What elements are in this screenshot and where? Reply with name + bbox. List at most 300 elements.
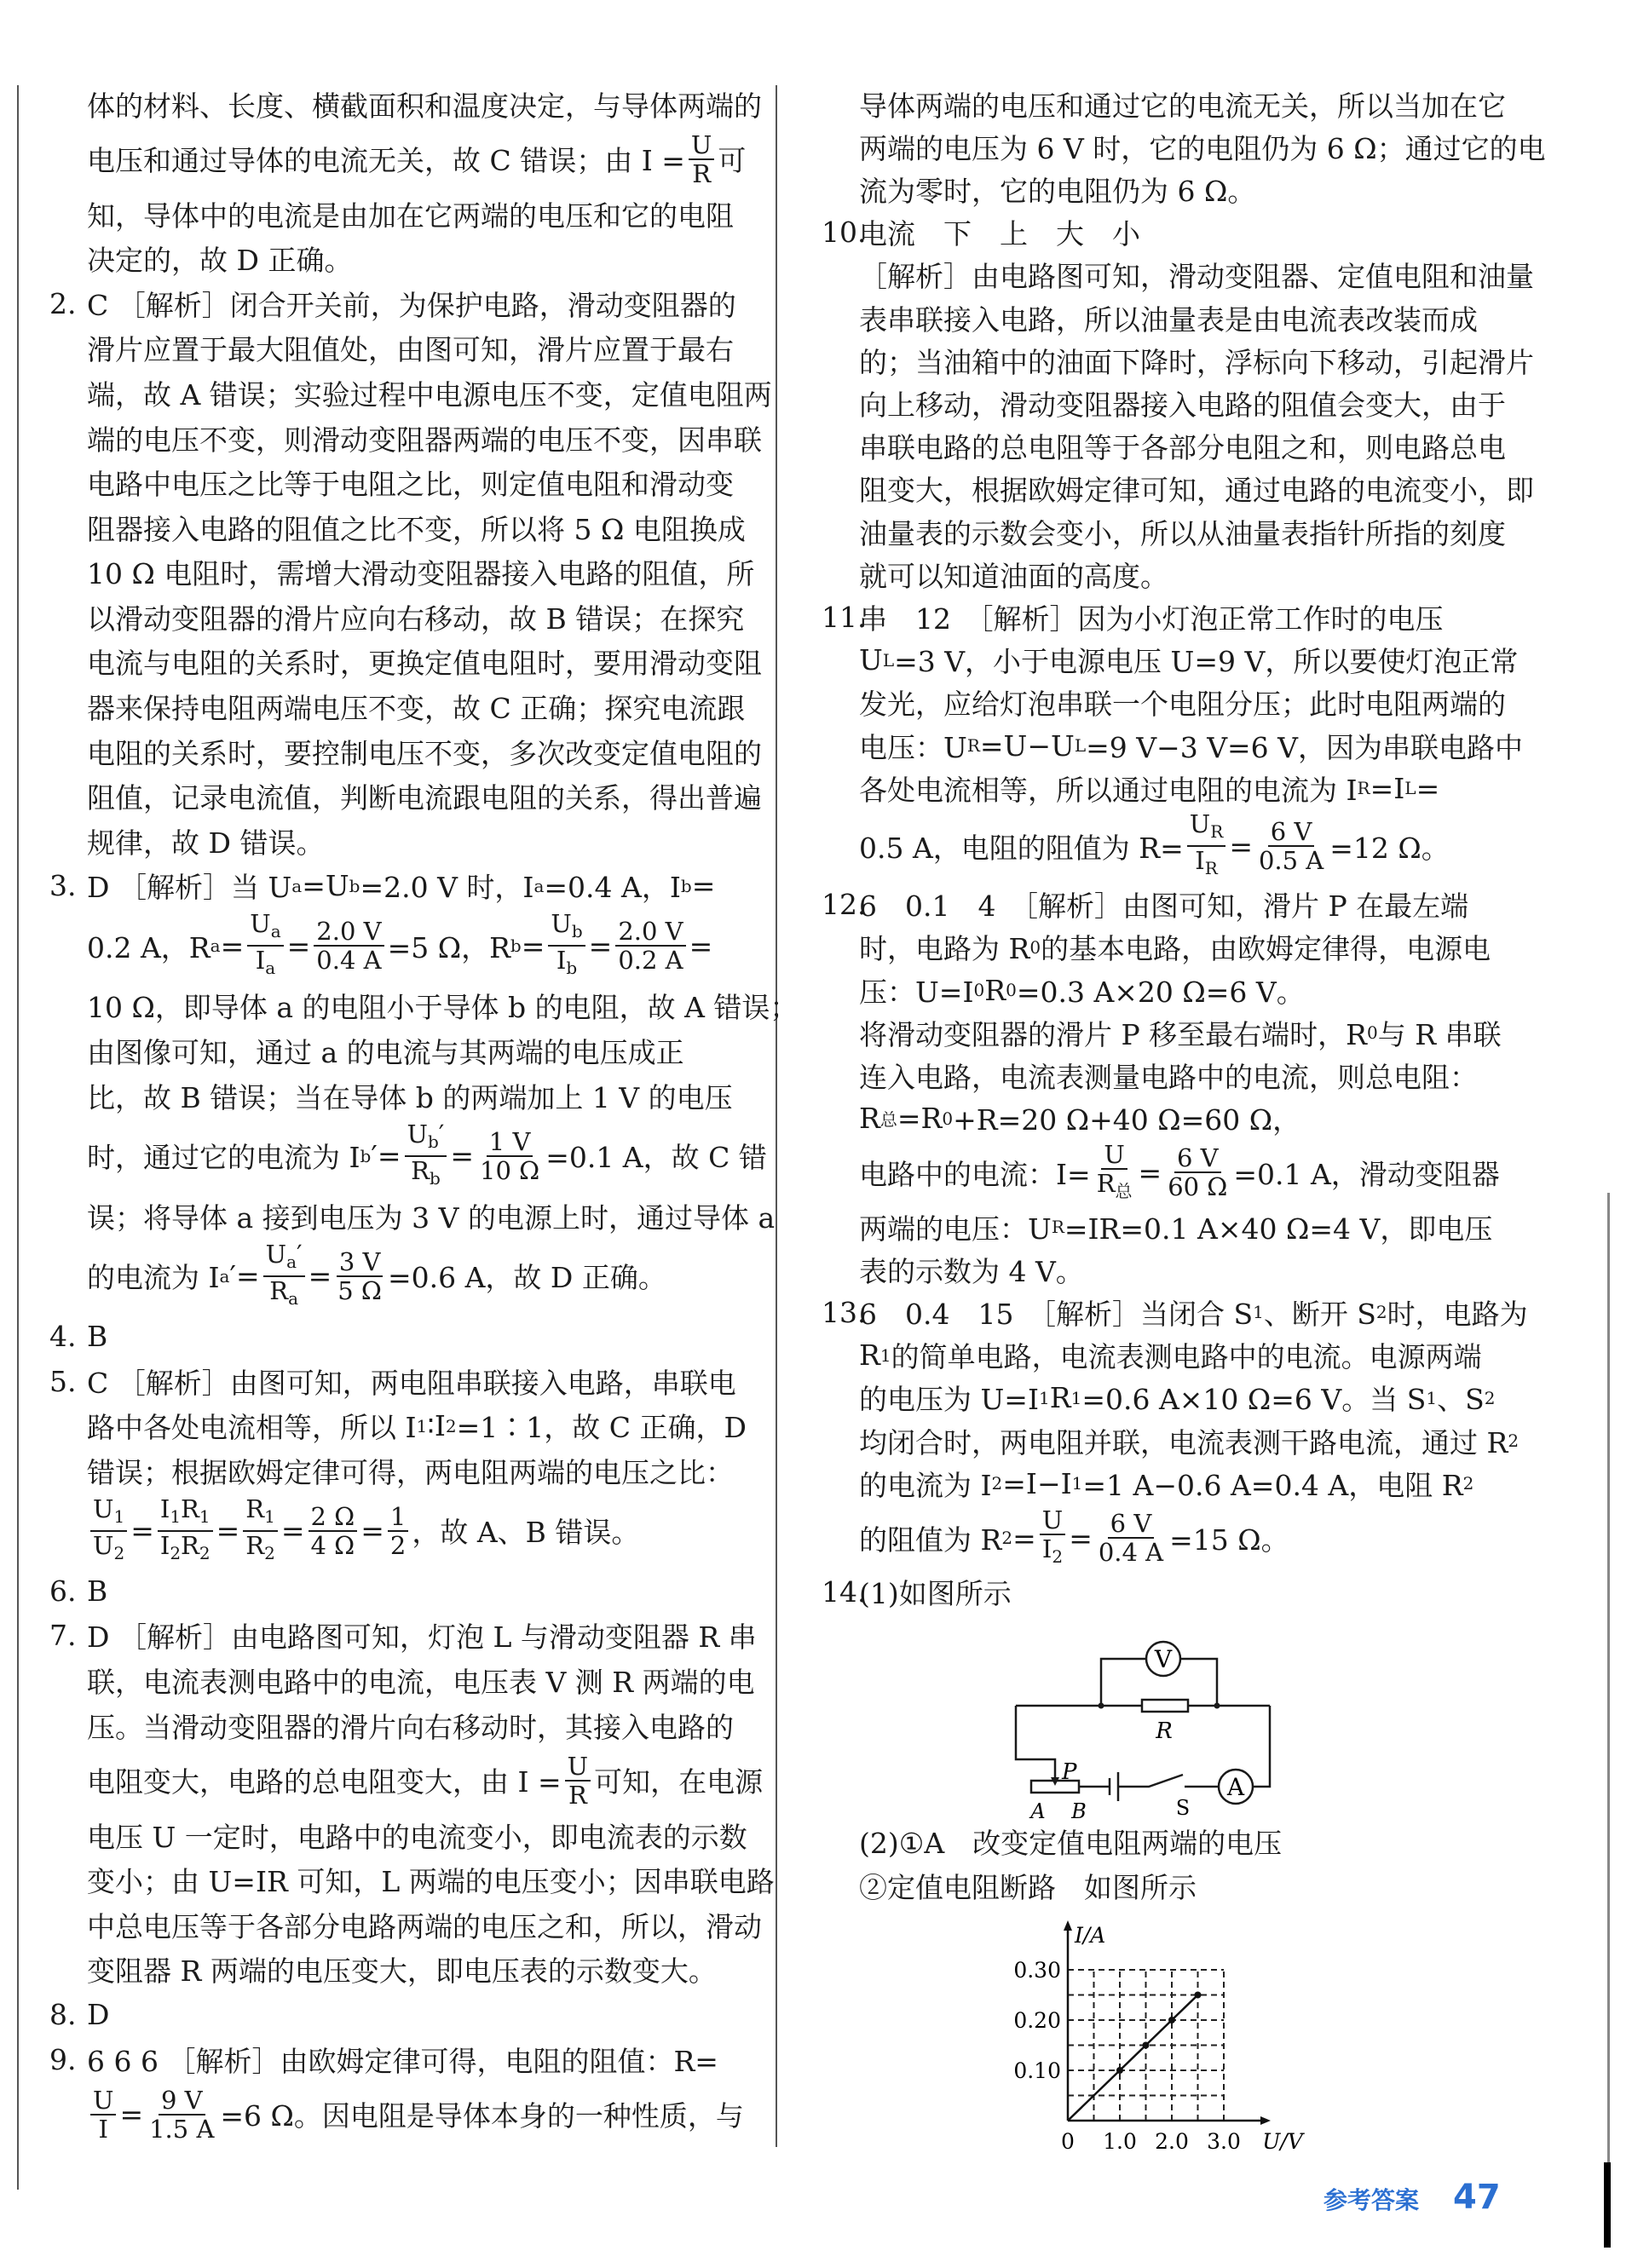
subscript: 1 (879, 1344, 891, 1366)
text-run: = (1229, 829, 1253, 863)
text-line (87, 910, 760, 981)
subscript: 1 (170, 1505, 182, 1527)
text-line (859, 927, 1515, 968)
denominator (309, 1532, 358, 1559)
circuit-diagram (1006, 1619, 1287, 1823)
subscript: 0 (942, 1108, 954, 1129)
right-edge-rule (1607, 1193, 1610, 2164)
text-run: =15 Ω。 (1169, 1523, 1289, 1557)
y-tick-label: 0.10 (1013, 2058, 1061, 2083)
text-run: C ［解析］闭合开关前，为保护电路，滑动变阻器的 (87, 288, 736, 322)
subscript: 0 (973, 980, 985, 1001)
text-line (49, 2039, 760, 2080)
text-run: 60 Ω (1168, 1172, 1228, 1202)
text-run: 压：U=I (859, 975, 974, 1009)
text-run: 2 (389, 1530, 407, 1560)
text-line (87, 776, 760, 817)
numerator (548, 910, 585, 947)
item-number: 8. (49, 1998, 77, 2032)
numerator (1101, 1141, 1127, 1170)
text-run: = (308, 1259, 332, 1293)
denominator (388, 1532, 408, 1559)
text-run: 两端的电压为 6 V 时，它的电阻仍为 6 Ω；通过它的电 (859, 131, 1546, 165)
text-run: 联，电流表测电路中的电流，电压表 V 测 R 两端的电 (87, 1666, 755, 1699)
text-run: 4 Ω (310, 1530, 355, 1560)
subscript: 1 (1071, 1473, 1083, 1494)
text-run: 5 Ω (337, 1275, 382, 1305)
text-run: I (556, 946, 567, 976)
text-run: R (245, 1494, 265, 1523)
denominator (147, 2115, 216, 2143)
denominator (158, 1532, 213, 1567)
text-run: = (1416, 771, 1440, 805)
text-line (859, 169, 1515, 210)
text-run: = (450, 1139, 475, 1173)
item-number: 2. (49, 286, 77, 320)
subscript: a (286, 1251, 297, 1272)
denominator (335, 1277, 384, 1304)
text-run: =R (897, 1102, 943, 1136)
data-point (1116, 2067, 1123, 2074)
text-run: U (1189, 809, 1211, 839)
text-run: 0.5 A，电阻的阻值为 R= (859, 831, 1184, 865)
fraction (388, 1503, 408, 1559)
item-number: 7. (49, 1619, 77, 1653)
text-line (87, 552, 760, 593)
text-run: R (984, 973, 1006, 1007)
text-run: U (93, 2085, 114, 2115)
subscript: 2 (1508, 1430, 1520, 1452)
text-run: U (567, 1751, 589, 1781)
text-run: R (692, 158, 712, 188)
numerator (615, 918, 685, 947)
text-run: 阻器接入电路的阻值之比不变，所以将 5 Ω 电阻换成 (87, 512, 746, 546)
text-line (87, 1195, 776, 1236)
text-run: I (255, 946, 266, 976)
text-run: 错误；根据欧姆定律可得，两电阻两端的电压之比： (87, 1455, 734, 1489)
subscript: 2 (199, 1542, 210, 1563)
text-run: 1 V (488, 1126, 531, 1156)
numerator (263, 1240, 305, 1277)
subscript: a (265, 958, 276, 979)
numerator (1108, 1510, 1155, 1539)
text-run: 阻值，记录电流值，判断电流跟电阻的关系，得出普遍 (87, 781, 762, 815)
text-line (87, 129, 760, 190)
text-run: ［解析］由电路图可知，滑动变阻器、定值电阻和油量 (859, 260, 1534, 294)
switch-label: S (1175, 1796, 1191, 1820)
text-run: U (250, 909, 271, 939)
text-run: = (691, 869, 716, 903)
text-run: 导体两端的电压和通过它的电流无关，所以当加在它 (859, 89, 1506, 123)
fraction (158, 1495, 213, 1567)
fraction (309, 1503, 358, 1559)
text-run: 的简单电路，电流表测电路中的电流。电源两端 (891, 1340, 1482, 1374)
numerator (689, 131, 714, 160)
fraction (1256, 818, 1326, 874)
text-line (822, 1292, 1528, 1333)
text-run: =2.0 V 时，I (360, 871, 534, 905)
item-number: 9. (49, 2042, 77, 2076)
text-run: 两端的电压：U (859, 1212, 1052, 1246)
text-line (87, 986, 799, 1027)
text-line (49, 866, 760, 907)
numerator (1174, 1144, 1221, 1173)
denominator (1096, 1539, 1166, 1566)
text-run: =12 Ω。 (1329, 831, 1450, 865)
fraction (263, 1240, 305, 1312)
text-run: 、断开 S (1263, 1297, 1376, 1331)
text-line (859, 1055, 1515, 1096)
numerator (309, 1503, 358, 1532)
text-run: =6 Ω。因电阻是导体本身的一种性质，与 (220, 2099, 744, 2133)
text-run: 端的电压不变，则滑动变阻器两端的电压不变，因串联 (87, 423, 762, 457)
subscript: 1 (264, 1505, 275, 1527)
text-run: ，故 A、B 错误。 (412, 1516, 640, 1550)
text-run: R (411, 1155, 430, 1185)
denominator (253, 947, 278, 981)
text-run: 6 V (1110, 1509, 1152, 1538)
subscript: b (429, 1167, 441, 1189)
text-run: =I−I (1002, 1466, 1072, 1500)
text-run: = (286, 929, 311, 963)
denominator (408, 1157, 443, 1192)
text-line (859, 1463, 1515, 1504)
text-run: 0.5 A (1258, 846, 1324, 876)
text-line (859, 1249, 1515, 1290)
data-point (1143, 2042, 1150, 2049)
text-run: =1 A−0.6 A=0.4 A，电阻 R (1082, 1468, 1463, 1502)
subscript: a (270, 921, 281, 942)
subscript: 2 (264, 1542, 275, 1563)
subscript: R (966, 735, 980, 757)
subscript: b (510, 935, 522, 957)
subscript: a (288, 1287, 298, 1309)
text-run: 时，电路为 R (859, 932, 1030, 966)
text-line (859, 126, 1546, 167)
data-point (1168, 2017, 1175, 2023)
text-run: 表串联接入电路，所以油量表是由电流表改装而成 (859, 302, 1478, 337)
numerator (158, 1495, 213, 1532)
text-run: = (1138, 1155, 1162, 1189)
y-axis-arrow (1064, 1920, 1072, 1931)
text-line (87, 1860, 775, 1901)
x-tick-label: 1.0 (1103, 2129, 1137, 2154)
text-run: U (93, 1530, 114, 1560)
text-run: 表的示数为 4 V。 (859, 1254, 1084, 1288)
subscript: 2 (445, 1415, 457, 1436)
text-run: I (159, 1530, 170, 1560)
text-run: 就可以知道油面的高度。 (859, 559, 1168, 593)
text-run: 6 0.4 15 ［解析］当闭合 S (859, 1297, 1254, 1331)
subscript: a (291, 875, 303, 896)
text-line (87, 642, 760, 682)
text-run: 阻变大，根据欧姆定律可知，通过电路的电流变小，即 (859, 474, 1534, 508)
denominator (615, 947, 685, 974)
text-run: =IR=0.1 A×40 Ω=4 V，即电压 (1064, 1212, 1493, 1246)
text-run: 知，导体中的电流是由加在它两端的电压和它的电阻 (87, 199, 734, 233)
fraction (1187, 810, 1226, 882)
text-line (49, 1615, 760, 1656)
text-line (859, 1335, 1515, 1376)
text-run: =0.1 A，滑动变阻器 (1233, 1157, 1500, 1191)
text-line (87, 328, 760, 369)
item-number: 10. (822, 216, 867, 250)
text-line (87, 1119, 767, 1192)
left-margin-rule (17, 85, 19, 2190)
text-run: 器来保持电阻两端电压不变，故 C 正确；探究电流跟 (87, 692, 746, 726)
denominator (1165, 1173, 1230, 1200)
text-run: ′= (371, 1139, 401, 1173)
text-run: = (689, 929, 713, 963)
text-line (859, 469, 1534, 509)
page-number: 47 (1453, 2178, 1501, 2217)
text-run: 连入电路，电流表测量电路中的电流，则总电阻： (859, 1060, 1478, 1094)
denominator (554, 947, 580, 981)
denominator (1192, 847, 1220, 882)
subscript: 1 (416, 1415, 428, 1436)
text-run: D ［解析］当 U (87, 871, 292, 905)
denominator (689, 160, 713, 187)
text-run: 油量表的示数会变小，所以从油量表指针所指的刻度 (859, 516, 1506, 550)
text-run: 误；将导体 a 接到电压为 3 V 的电源上时，通过导体 a (87, 1200, 776, 1235)
subscript: 2 (1375, 1302, 1387, 1323)
text-line (87, 193, 760, 234)
fraction (147, 2087, 216, 2143)
text-line (859, 1206, 1515, 1247)
text-run: 串联电路的总电阻等于各部分电阻之和，则电路总电 (859, 431, 1506, 465)
denominator (1094, 1170, 1135, 1205)
text-run: 、S (1437, 1383, 1485, 1417)
text-run: 电阻变大，电路的总电阻变大，由 I = (87, 1765, 562, 1799)
text-run: 电压 U 一定时，电路中的电流变小，即电流表的示数 (87, 1820, 747, 1854)
subscript: 总 (1115, 1180, 1133, 1201)
resistor-label: R (1156, 1718, 1173, 1744)
text-run: = (119, 2098, 144, 2132)
subscript: R (1210, 821, 1224, 843)
text-run: 10 Ω，即导体 a 的电阻小于导体 b 的电阻，故 A 错误； (87, 991, 799, 1025)
text-run: = (360, 1514, 384, 1548)
text-line (87, 239, 760, 279)
fraction (405, 1120, 447, 1192)
text-run: U (551, 909, 572, 939)
text-line (87, 1495, 760, 1567)
text-run: U (93, 1494, 114, 1523)
subscript: a (533, 875, 545, 896)
text-run: =0.6 A，故 D 正确。 (387, 1261, 666, 1295)
fraction (1165, 1144, 1230, 1200)
text-line (859, 1378, 1515, 1419)
text-run: 电压和通过导体的电流无关，故 C 错误；由 I = (87, 144, 685, 178)
text-line (859, 768, 1515, 809)
text-run: ′= (229, 1259, 260, 1293)
text-run: ′ (297, 1239, 303, 1269)
text-run: R (568, 1780, 587, 1810)
numerator (159, 2087, 205, 2115)
right-column (822, 83, 1546, 1613)
item-number: 4. (49, 1319, 77, 1353)
column-divider (776, 85, 777, 2147)
subscript: 2 (1462, 1473, 1474, 1494)
text-line (859, 255, 1534, 296)
text-run: = (1069, 1521, 1093, 1555)
x-axis-label: U/V (1262, 2129, 1303, 2154)
text-line (822, 596, 1515, 637)
numerator (1268, 818, 1315, 847)
iu-graph (997, 1908, 1303, 2156)
text-line (87, 1240, 760, 1312)
fraction (247, 910, 283, 981)
text-line (87, 1031, 760, 1072)
text-run: 均闭合时，两电阻并联，电流表测干路电流，通过 R (859, 1425, 1508, 1459)
text-run: (1)如图所示 (859, 1577, 1012, 1611)
text-line (87, 1949, 760, 1990)
subscript: L (1404, 778, 1416, 799)
numerator (90, 2087, 116, 2115)
fraction (90, 1495, 127, 1567)
text-run: 的基本电路，由欧姆定律得，电源电 (1041, 932, 1491, 966)
subscript: 2 (1001, 1528, 1013, 1548)
text-run: 以滑动变阻器的滑片应向右移动，故 B 错误；在探究 (87, 602, 745, 636)
text-run: =5 Ω，R (387, 930, 510, 964)
subscript: 1 (113, 1505, 125, 1527)
numerator (487, 1128, 533, 1157)
text-run: 规律，故 D 错误。 (87, 826, 325, 860)
fraction (90, 2087, 116, 2143)
text-line (859, 640, 1519, 681)
text-run: 比，故 B 错误；当在导体 b 的两端加上 1 V 的电压 (87, 1080, 733, 1114)
text-line (859, 554, 1515, 595)
text-run: ∶I (427, 1409, 446, 1443)
subscript: b (349, 875, 360, 896)
text-line (859, 970, 1515, 1010)
text-run: U (1104, 1139, 1125, 1169)
text-line (87, 596, 760, 637)
fraction (1094, 1141, 1135, 1205)
numerator (314, 918, 383, 947)
x-axis-arrow (1260, 2116, 1271, 2125)
text-run: 发光，应给灯泡串联一个电阻分压；此时电阻两端的 (859, 688, 1506, 722)
text-line (87, 2084, 760, 2145)
text-run: =0.6 A×10 Ω=6 V。当 S (1081, 1383, 1427, 1417)
text-line (859, 511, 1515, 552)
denominator (314, 947, 383, 974)
text-run: D (87, 1998, 110, 2032)
text-run: B (87, 1574, 108, 1608)
subscript: b (571, 921, 583, 942)
text-run: 将滑动变阻器的滑片 P 移至最右端时，R (859, 1017, 1368, 1051)
item-number: 13. (822, 1295, 867, 1329)
ammeter-label: A (1226, 1773, 1245, 1801)
text-line (822, 884, 1515, 925)
text-run: 各处电流相等，所以通过电阻的电流为 I (859, 773, 1358, 807)
text-run: = (280, 1514, 305, 1548)
subscript: 0 (1029, 936, 1041, 958)
subscript: 0 (1006, 980, 1017, 1001)
voltmeter-label: V (1154, 1645, 1173, 1673)
denominator (566, 1782, 590, 1809)
subscript: b (566, 958, 578, 979)
text-run: 9 V (160, 2085, 203, 2115)
subscript: L (882, 649, 895, 671)
numerator (243, 1495, 278, 1532)
text-line (859, 725, 1523, 766)
text-run: 6 V (1176, 1143, 1219, 1173)
denominator (90, 1532, 127, 1567)
text-line (87, 1661, 760, 1701)
q14-part2-line2: ②定值电阻断路 如图所示 (859, 1871, 1197, 1904)
text-run: 流为零时，它的电阻仍为 6 Ω。 (859, 174, 1256, 208)
numerator (1187, 810, 1226, 847)
text-run: 时，电路为 (1387, 1297, 1528, 1331)
y-tick-label: 0.30 (1013, 1958, 1061, 1983)
text-line (87, 820, 760, 861)
fraction (1096, 1510, 1166, 1566)
right-edge-bar (1604, 2162, 1611, 2248)
text-run: 压。当滑动变阻器的滑片向右移动时，其接入电路的 (87, 1710, 734, 1744)
numerator (1040, 1506, 1065, 1535)
text-run: 电路中电压之比等于电阻之比，则定值电阻和滑动变 (87, 468, 734, 502)
subscript: R (1051, 1217, 1064, 1238)
x-tick-label: 0 (1061, 2129, 1075, 2154)
text-run: B (87, 1319, 108, 1353)
item-number: 11. (822, 600, 867, 634)
fraction (689, 131, 714, 187)
item-number: 6. (49, 1574, 77, 1608)
denominator (95, 2115, 110, 2143)
text-run: 端，故 A 错误；实验过程中电源电压不变，定值电阻两 (87, 377, 772, 412)
text-line (859, 1420, 1520, 1461)
text-run: 时，通过它的电流为 I (87, 1141, 360, 1175)
fraction (565, 1753, 591, 1809)
text-line (87, 1815, 760, 1856)
text-line (87, 1750, 764, 1811)
text-run: 决定的，故 D 正确。 (87, 244, 353, 278)
fraction (243, 1495, 278, 1567)
subscript: 2 (1052, 1546, 1064, 1567)
subscript: 2 (1484, 1387, 1496, 1408)
text-line (49, 1995, 760, 2035)
item-number: 3. (49, 869, 77, 903)
text-run: 1 (389, 1501, 407, 1531)
text-run: 2.0 V (316, 917, 382, 947)
text-run: I (1041, 1534, 1052, 1563)
denominator (477, 1157, 542, 1184)
text-run: 向上移动，滑动变阻器接入电路的阻值会变大，由于 (859, 388, 1506, 422)
y-axis-label: I/A (1075, 1923, 1106, 1948)
text-run: D ［解析］由电路图可知，灯泡 L 与滑动变阻器 R 串 (87, 1620, 757, 1655)
text-run: U (690, 130, 712, 159)
text-run: 电压：U (859, 730, 967, 764)
text-run: 6 V (1270, 817, 1312, 847)
text-line (87, 1904, 760, 1945)
text-run: 由图像可知，通过 a 的电流与其两端的电压成正 (87, 1036, 684, 1070)
text-run: I (1195, 846, 1205, 876)
text-run: U (859, 643, 883, 677)
text-run: ′ (438, 1119, 445, 1148)
text-run: I (159, 1494, 170, 1523)
text-run: R (859, 1102, 880, 1136)
text-run: =1∶1，故 C 正确，D (456, 1411, 747, 1445)
x-tick-label: 2.0 (1155, 2129, 1189, 2154)
fraction (548, 910, 585, 981)
text-line (859, 297, 1515, 338)
text-run: = (521, 929, 545, 963)
text-run: C ［解析］由图可知，两电阻串联接入电路，串联电 (87, 1366, 736, 1400)
fraction (477, 1128, 542, 1184)
text-run: 中总电压等于各部分电路两端的电压之和，所以，滑动 (87, 1909, 762, 1943)
text-line (87, 417, 760, 458)
text-run: R (1096, 1168, 1116, 1198)
